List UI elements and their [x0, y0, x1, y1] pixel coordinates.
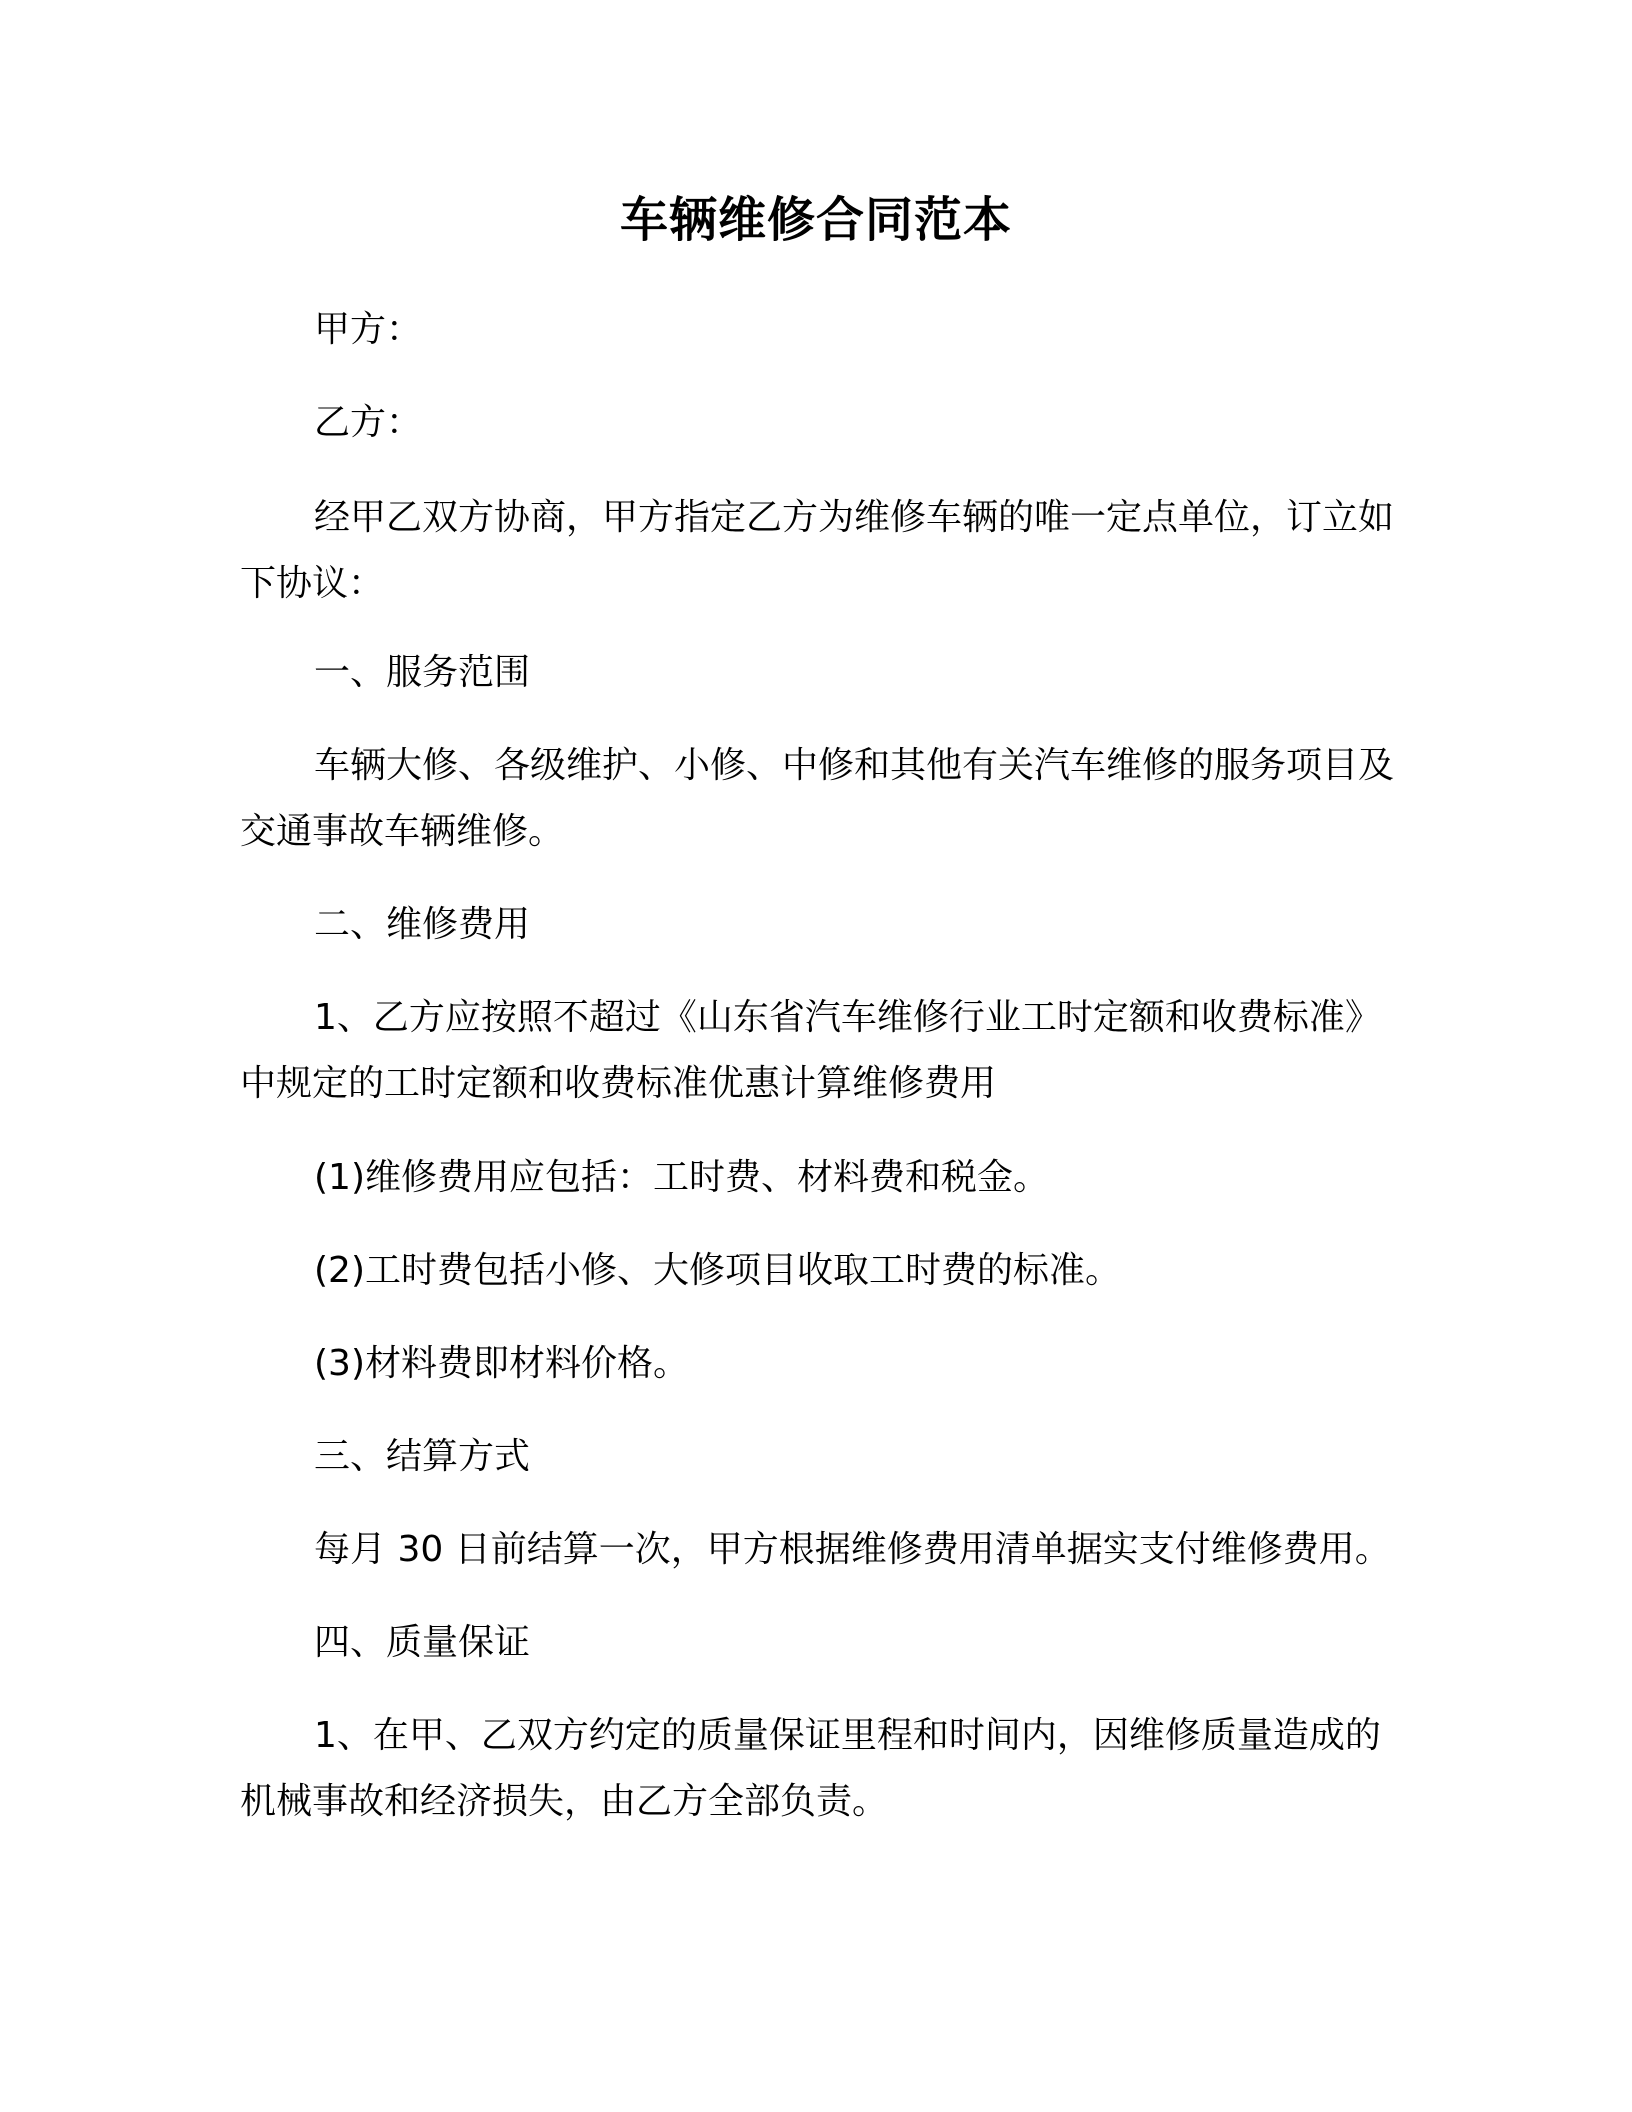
- section-heading-1: 一、服务范围: [314, 652, 531, 693]
- section-2-item-2: (2)工时费包括小修、大修项目收取工时费的标准。: [314, 1250, 1121, 1291]
- section-heading-4: 四、质量保证: [314, 1622, 531, 1663]
- section-4-paragraph-1: 1、在甲、乙双方约定的质量保证里程和时间内，因维修质量造成的机械事故和经济损失，由乙方全部负责。: [240, 1715, 1381, 1822]
- party-b-line: 乙方：: [314, 402, 423, 443]
- section-2-paragraph-1: 1、乙方应按照不超过《山东省汽车维修行业工时定额和收费标准》中规定的工时定额和收费标准优惠计算维修费用: [240, 997, 1381, 1104]
- document-title: 车辆维修合同范本: [619, 192, 1012, 248]
- section-3-paragraph-1: 每月 30 日前结算一次，甲方根据维修费用清单据实支付维修费用。: [314, 1529, 1391, 1570]
- section-heading-2: 二、维修费用: [314, 904, 531, 945]
- section-heading-3: 三、结算方式: [314, 1436, 531, 1477]
- party-a-line: 甲方：: [314, 309, 423, 350]
- section-2-item-3: (3)材料费即材料价格。: [314, 1343, 689, 1384]
- section-2-item-1: (1)维修费用应包括：工时费、材料费和税金。: [314, 1157, 1049, 1198]
- intro-paragraph: 经甲乙双方协商，甲方指定乙方为维修车辆的唯一定点单位，订立如下协议：: [240, 497, 1395, 604]
- section-1-paragraph-1: 车辆大修、各级维护、小修、中修和其他有关汽车维修的服务项目及交通事故车辆维修。: [240, 745, 1395, 852]
